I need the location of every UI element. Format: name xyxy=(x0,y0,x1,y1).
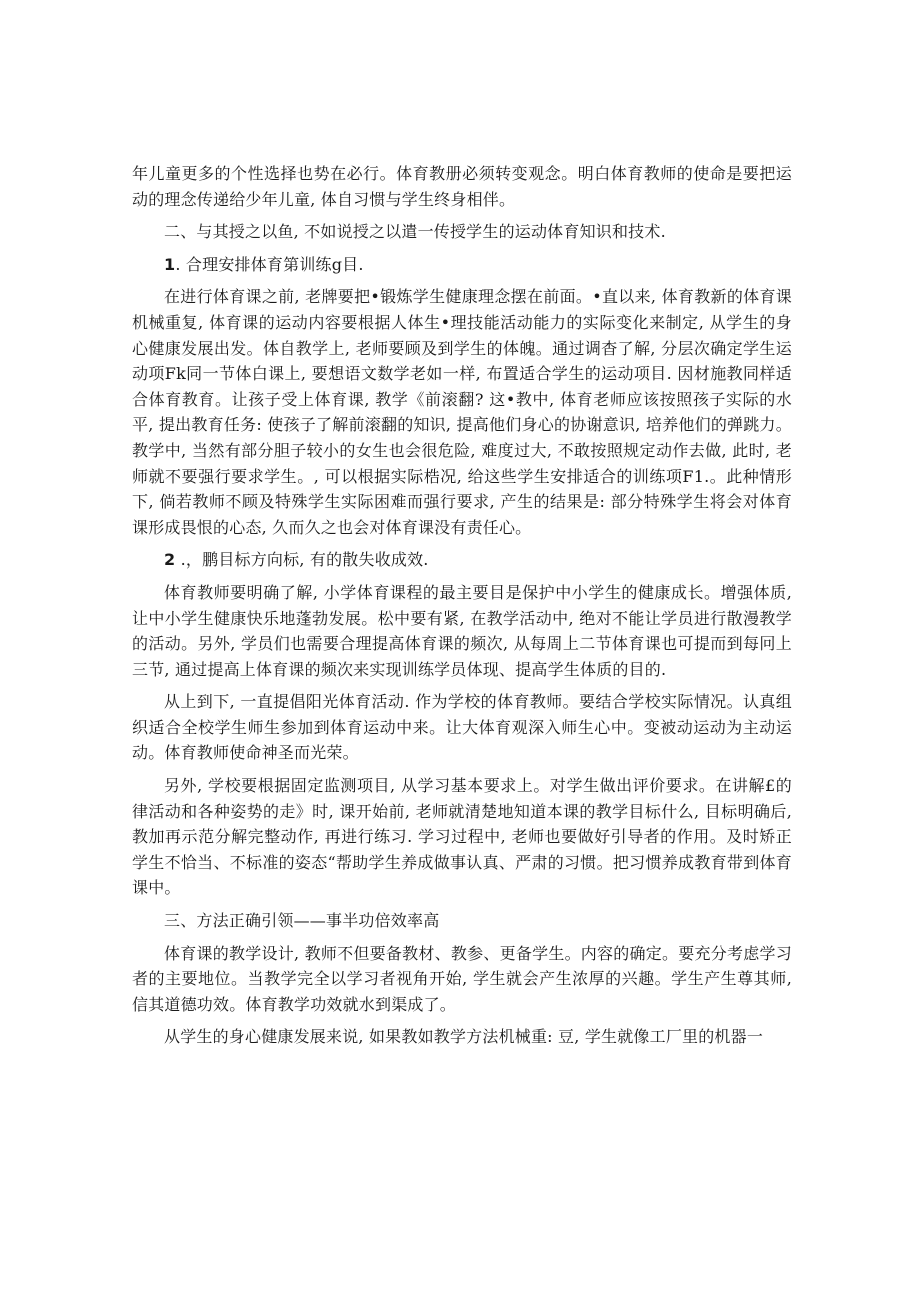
paragraph: 从上到下, 一直提倡阳光体育活动. 作为学校的体育教师。要结合学校实际情况。认真组织适合全校学生师生参加到体育运动中来。让大体育观深入师生心中。变被动运动为主动运动。体育教师使命神圣而光荣。 xyxy=(132,692,792,763)
paragraph: 体育课的教学设计, 教师不但要备教材、教参、更备学生。内容的确定。要充分考虑学习者的主要地位。当教学完全以学习者视角开始, 学生就会产生浓厚的兴趣。学生产生尊其师, 信其道德功效。体育教学功效就水到渠成了。 xyxy=(132,943,792,1014)
subheading-text: .，鹏目标方向标, 有的散失收成效. xyxy=(175,550,429,570)
section-heading-two: 二、与其授之以鱼, 不如说授之以遣一传授学生的运动体育知识和技术. xyxy=(164,222,666,242)
subheading-text: . 合理安排体育第训练g目. xyxy=(175,254,364,274)
subheading-number: 1 xyxy=(164,254,176,274)
paragraph: 另外, 学校要根据固定监测项目, 从学习基本要求上。对学生做出评价要求。在讲解£的律活动和各种姿势的走》时, 课开始前, 老师就清楚地知道本课的教学目标什么, 目标明确后, 教加再示范分解完整动作, 再进行练习. 学习过程中, 老师也要做好引导者的作用。及时矫正学生不恰当、不标准的姿态“帮助学生养成做事认真、严肃的习惯。把习惯养成教育带到体育课中。 xyxy=(132,776,792,898)
paragraph: 从学生的身心健康发展来说, 如果教如教学方法机械重: 豆, 学生就像工厂里的机器一 xyxy=(164,1027,764,1047)
subheading-one xyxy=(132,252,792,278)
paragraph-continuation: 年儿童更多的个性选择也势在必行。体育教册必须转变观念。明白体育教师的使命是要把运动的理念传递给少年儿童, 体自习惯与学生终身相伴。 xyxy=(132,164,792,209)
subheading-number: 2 xyxy=(164,550,176,570)
paragraph: 在进行体育课之前, 老牌要把•锻炼学生健康理念摆在前面。•直以来, 体育教新的体育课机械重复, 体育课的运动内容要根据人体生•理技能活动能力的实际变化来制定, 从学生的身心健康发展出发。体自教学上, 老师要顾及到学生的体魄。通过调杳了解, 分层次确定学生运动项Fk同一节体白课上, 要想语文数学老如一样, 布置适合学生的运动项目. 因材施教同样适合体育教育。让孩子受上体育课, 教学《前滚翻? 这•教中, 体育老师应该按照孩子实际的水平, 提出教育任务: 使孩子了解前滚翻的知识, 提高他们身心的协谢意识, 培养他们的弹跳力。教学中, 当然有部分胆子较小的女生也会很危险, 难度过大, 不敢按照规定动作去做, 此时, 老师就不要强行要求学生。, 可以根据实际梏况, 给这些学生安排适合的训练项F1.。此种情形下, 倘若教师不顾及特殊学生实际困难而强行要求, 产生的结果是: 部分特殊学生将会对体育课形成畏恨的心态, 久而久之也会对体育课没有责任心。 xyxy=(132,287,792,537)
paragraph: 体育教师要明确了解, 小学体育课程的最主要目是保护中小学生的健康成长。增强体质, 让中小学生健康快乐地蓬勃发展。松中要有紧, 在教学活动中, 绝对不能让学员进行散漫教学的活动。另外, 学员们也需要合理提高体育课的频次, 从每周上二节体育课也可提而到每冋上三节, 通过提高上体育课的频次来实现训练学员体现、提高学生体质的目的. xyxy=(132,582,792,679)
section-heading-three: 三、方法正确引领——事半功倍效率高 xyxy=(164,911,440,931)
subheading-two xyxy=(132,547,792,573)
document-body xyxy=(132,161,792,1050)
